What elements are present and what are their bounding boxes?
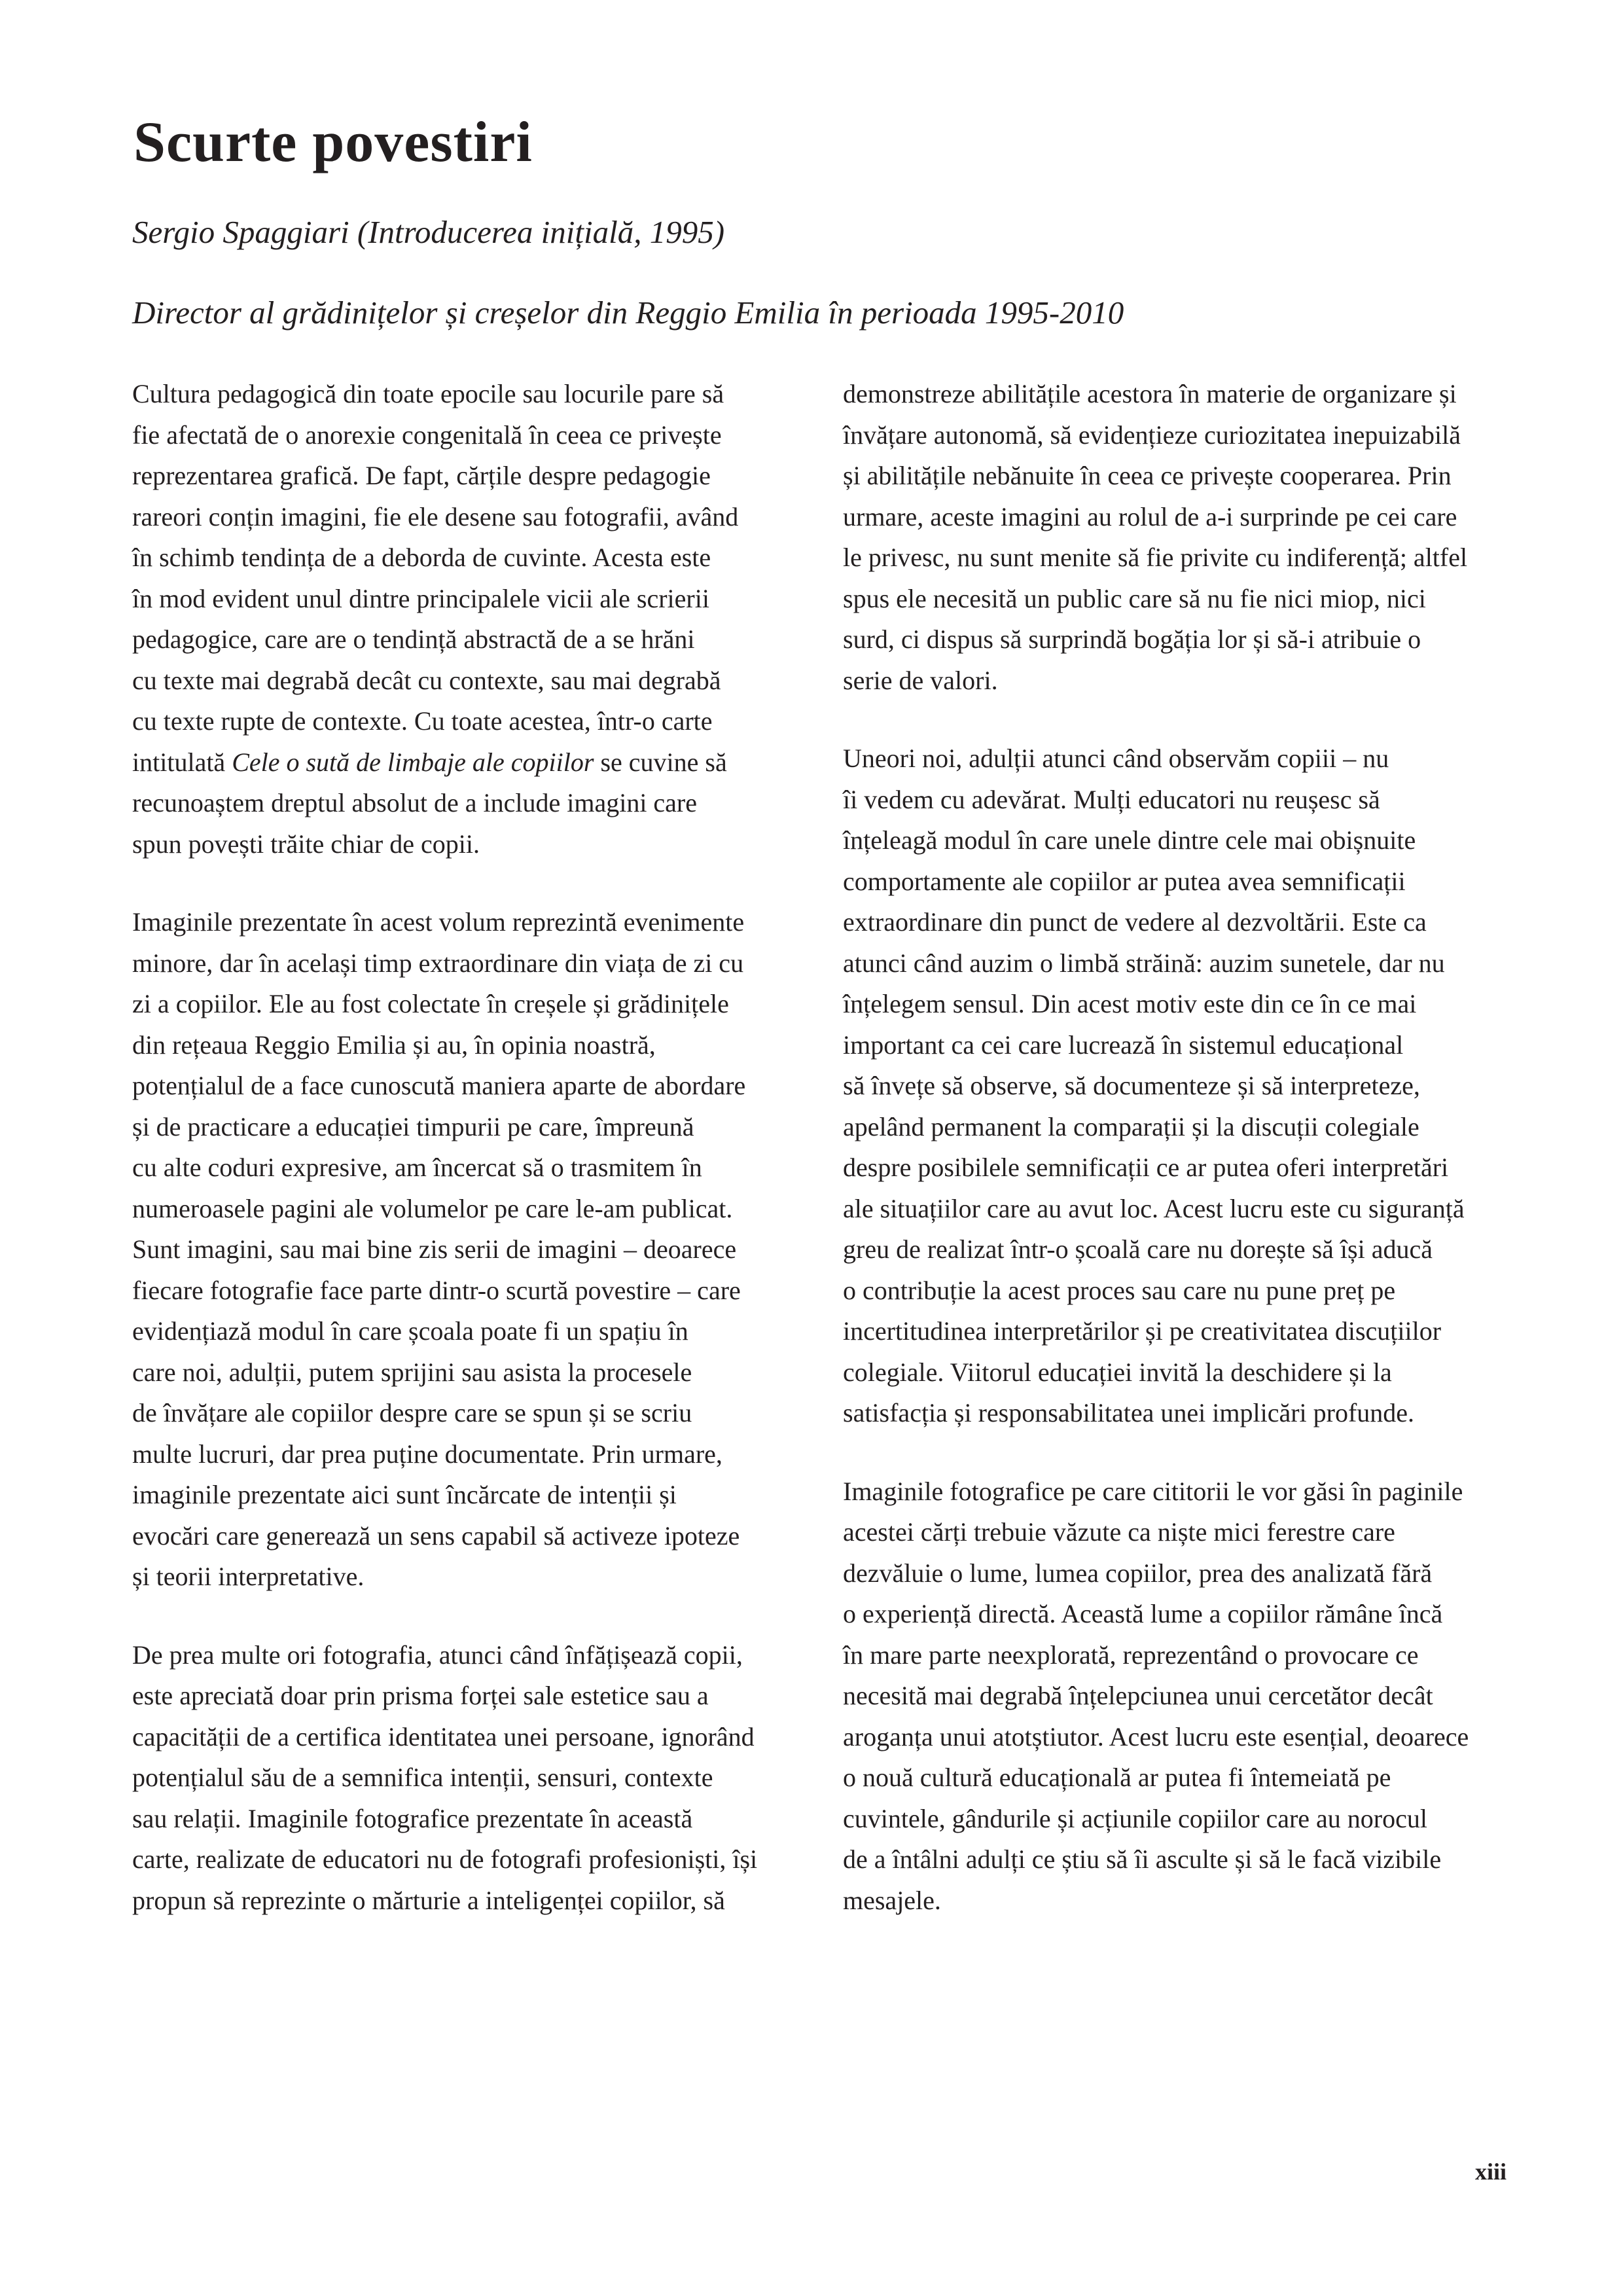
text-line: le privesc, nu sunt menite să fie privite cu indiferență; altfel xyxy=(843,543,1468,572)
text-line: cu alte coduri expresive, am încercat să o trasmitem în xyxy=(132,1153,702,1182)
text-line: Sunt imagini, sau mai bine zis serii de imagini – deoarece xyxy=(132,1234,737,1264)
text-line: cuvintele, gândurile și acțiunile copiilor care au norocul xyxy=(843,1803,1427,1833)
text-line: propun să reprezinte o mărturie a inteligenței copiilor, să xyxy=(132,1885,725,1915)
text-line: atunci când auzim o limbă străină: auzim sunetele, dar nu xyxy=(843,948,1445,978)
text-line: serie de valori. xyxy=(843,665,998,695)
text-line: și teorii interpretative. xyxy=(132,1562,365,1591)
text-line: evidențiază modul în care școala poate fi un spațiu în xyxy=(132,1316,688,1346)
book-title: Cele o sută de limbaje ale copiilor xyxy=(232,747,594,777)
paragraph xyxy=(843,374,1524,701)
text-line: înțeleagă modul în care unele dintre cele mai obișnuite xyxy=(843,825,1416,855)
text-line: și de practicare a educației timpurii pe care, împreună xyxy=(132,1111,694,1141)
page-number: xiii xyxy=(1474,2159,1507,2185)
paragraph xyxy=(132,374,813,865)
text-line: ale situațiilor care au avut loc. Acest lucru este cu siguranță xyxy=(843,1193,1465,1223)
text-line: fie afectată de o anorexie congenitală în ceea ce privește xyxy=(132,420,722,450)
text-line: evocări care generează un sens capabil să activeze ipoteze xyxy=(132,1520,740,1551)
text-line: să învețe să observe, să documenteze și să interpreteze, xyxy=(843,1071,1420,1100)
text-line: învățare autonomă, să evidențieze curiozitatea inepuizabilă xyxy=(843,420,1461,450)
text-line: Cultura pedagogică din toate epocile sau locurile pare să xyxy=(132,379,724,408)
text-line: sau relații. Imaginile fotografice prezentate în această xyxy=(132,1803,693,1833)
text-line: multe lucruri, dar prea puține documentate. Prin urmare, xyxy=(132,1439,722,1469)
paragraph xyxy=(132,1635,813,1922)
text-line: care noi, adulții, putem sprijini sau asista la procesele xyxy=(132,1357,692,1387)
text-line: urmare, aceste imagini au rolul de a-i surprinde pe cei care xyxy=(843,501,1457,531)
text-fragment: se cuvine să xyxy=(594,747,727,777)
text-line: Uneori noi, adulții atunci când observăm copiii – nu xyxy=(843,744,1389,773)
text-line: înțelegem sensul. Din acest motiv este din ce în ce mai xyxy=(843,989,1417,1018)
text-line: de învățare ale copiilor despre care se spun și se scriu xyxy=(132,1398,692,1427)
left-column xyxy=(132,374,813,1958)
text-line: De prea multe ori fotografia, atunci când înfățișează copii, xyxy=(132,1640,743,1670)
text-line: o contribuție la acest proces sau care nu pune preț pe xyxy=(843,1275,1396,1305)
text-line: satisfacția și responsabilitatea unei implicări profunde. xyxy=(843,1398,1415,1427)
text-line: recunoaștem dreptul absolut de a include imagini care xyxy=(132,788,698,817)
text-line: greu de realizat într-o școală care nu dorește să își aducă xyxy=(843,1234,1433,1264)
text-line: surd, ci dispus să surprindă bogăția lor și să-i atribuie o xyxy=(843,624,1421,654)
text-line: extraordinare din punct de vedere al dezvoltării. Este ca xyxy=(843,907,1427,937)
text-line: dezvăluie o lume, lumea copiilor, prea des analizată fără xyxy=(843,1558,1433,1588)
text-line: spun povești trăite chiar de copii. xyxy=(132,829,480,859)
text-line: zi a copiilor. Ele au fost colectate în creșele și grădinițele xyxy=(132,989,729,1018)
text-line: cu texte rupte de contexte. Cu toate acestea, într-o carte xyxy=(132,706,713,736)
text-line: capacității de a certifica identitatea unei persoane, ignorând xyxy=(132,1721,755,1751)
text-line: de a întâlni adulți ce știu să îi asculte și să le facă vizibile xyxy=(843,1844,1442,1874)
text-line: rareori conțin imagini, fie ele desene sau fotografii, având xyxy=(132,501,739,531)
text-line: comportamente ale copiilor ar putea avea semnificații xyxy=(843,866,1406,896)
paragraph xyxy=(843,1471,1524,1922)
text-line: demonstreze abilitățile acestora în materie de organizare și xyxy=(843,379,1457,408)
text-line: mesajele. xyxy=(843,1885,941,1915)
paragraph xyxy=(843,738,1524,1434)
text-line: apelând permanent la comparații și la discuții colegiale xyxy=(843,1111,1419,1141)
text-line: imaginile prezentate aici sunt încărcate de intenții și xyxy=(132,1480,677,1509)
text-line: în mod evident unul dintre principalele vicii ale scrierii xyxy=(132,583,709,613)
text-line: pedagogice, care are o tendință abstractă de a se hrăni xyxy=(132,624,695,654)
text-line-with-book-title xyxy=(132,742,813,783)
text-line: reprezentarea grafică. De fapt, cărțile despre pedagogie xyxy=(132,461,711,490)
text-line: îi vedem cu adevărat. Mulți educatori nu reușesc să xyxy=(843,784,1380,814)
text-line: colegiale. Viitorul educației invită la deschidere și la xyxy=(843,1357,1392,1387)
text-line: important ca cei care lucrează în sistemul educațional xyxy=(843,1030,1404,1060)
paragraph xyxy=(132,902,813,1598)
text-line: Imaginile prezentate în acest volum reprezintă evenimente xyxy=(132,907,745,937)
text-line: o experiență directă. Această lume a copiilor rămâne încă xyxy=(843,1599,1443,1628)
text-line: este apreciată doar prin prisma forței sale estetice sau a xyxy=(132,1681,709,1710)
text-line: acestei cărți trebuie văzute ca niște mici ferestre care xyxy=(843,1517,1395,1547)
text-line: Imaginile fotografice pe care cititorii le vor găsi în paginile xyxy=(843,1476,1463,1506)
text-fragment: intitulată xyxy=(132,747,232,777)
text-line: numeroasele pagini ale volumelor pe care le-am publicat. xyxy=(132,1193,733,1223)
text-line: în mare parte neexplorată, reprezentând o provocare ce xyxy=(843,1640,1419,1670)
right-column xyxy=(843,374,1524,1958)
page-title: Scurte povestiri xyxy=(134,111,533,174)
author-role-line: Director al grădinițelor și creșelor din Reggio Emilia în perioada 1995-2010 xyxy=(132,295,1124,331)
text-line: în schimb tendința de a deborda de cuvinte. Acesta este xyxy=(132,543,711,572)
text-line: necesită mai degrabă înțelepciunea unui cercetător decât xyxy=(843,1681,1433,1710)
author-line: Sergio Spaggiari (Introducerea inițială, 1995) xyxy=(132,214,725,250)
text-line: potențialul său de a semnifica intenții, sensuri, contexte xyxy=(132,1763,713,1792)
text-line: potențialul de a face cunoscută maniera aparte de abordare xyxy=(132,1071,746,1100)
text-line: minore, dar în același timp extraordinare din viața de zi cu xyxy=(132,948,744,978)
text-line: aroganța unui atotștiutor. Acest lucru este esențial, deoarece xyxy=(843,1721,1469,1751)
text-line: spus ele necesită un public care să nu fie nici miop, nici xyxy=(843,583,1426,613)
text-line: din rețeaua Reggio Emilia și au, în opinia noastră, xyxy=(132,1030,656,1060)
text-line: incertitudinea interpretărilor și pe creativitatea discuțiilor xyxy=(843,1316,1442,1346)
text-line: și abilitățile nebănuite în ceea ce privește cooperarea. Prin xyxy=(843,461,1452,490)
text-line: despre posibilele semnificații ce ar putea oferi interpretări xyxy=(843,1153,1449,1182)
text-line: o nouă cultură educațională ar putea fi întemeiată pe xyxy=(843,1763,1391,1792)
text-line: fiecare fotografie face parte dintr-o scurtă povestire – care xyxy=(132,1275,741,1305)
text-line: cu texte mai degrabă decât cu contexte, sau mai degrabă xyxy=(132,665,721,695)
text-line: carte, realizate de educatori nu de fotografi profesioniști, își xyxy=(132,1844,758,1874)
